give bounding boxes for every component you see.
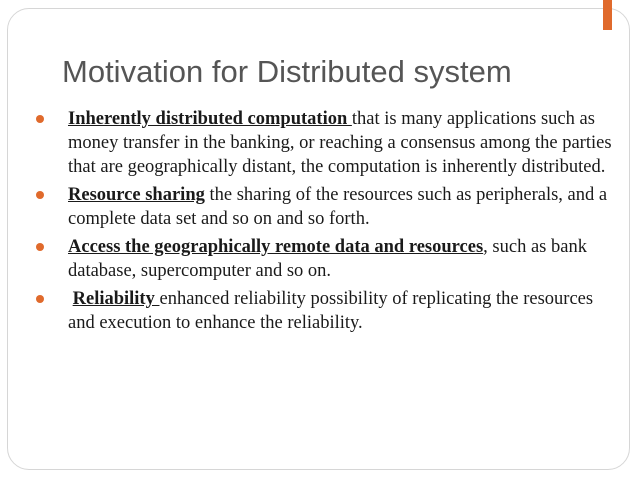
bullet-term: Reliability xyxy=(72,289,160,309)
bullet-dot-icon xyxy=(36,191,44,199)
bullet-list xyxy=(36,107,616,339)
bullet-text: that is many applications such as money transfer in the banking, or reaching a consensus among the parties that are geographically distant, the computation is inherently distributed. xyxy=(68,109,612,177)
bullet-dot-icon xyxy=(36,295,44,303)
bullet-term: Access the geographically remote data and resources xyxy=(68,237,484,257)
bullet-text: enhanced reliability possibility of replicating the resources and execution to enhance the reliability. xyxy=(68,289,594,333)
slide-title: Motivation for Distributed system xyxy=(62,54,512,89)
bullet-item-remote-access xyxy=(36,235,616,283)
bullet-text: , such as bank database, supercomputer and so on. xyxy=(68,237,587,281)
bullet-item-distributed-computation xyxy=(36,107,616,179)
bullet-term: Resource sharing xyxy=(68,185,205,205)
bullet-item-reliability xyxy=(36,287,616,335)
bullet-dot-icon xyxy=(36,243,44,251)
accent-bar xyxy=(603,0,612,30)
bullet-item-resource-sharing xyxy=(36,183,616,231)
bullet-text: the sharing of the resources such as peripherals, and a complete data set and so on and so forth. xyxy=(68,185,608,229)
bullet-dot-icon xyxy=(36,115,44,123)
bullet-term: Inherently distributed computation xyxy=(68,109,352,129)
